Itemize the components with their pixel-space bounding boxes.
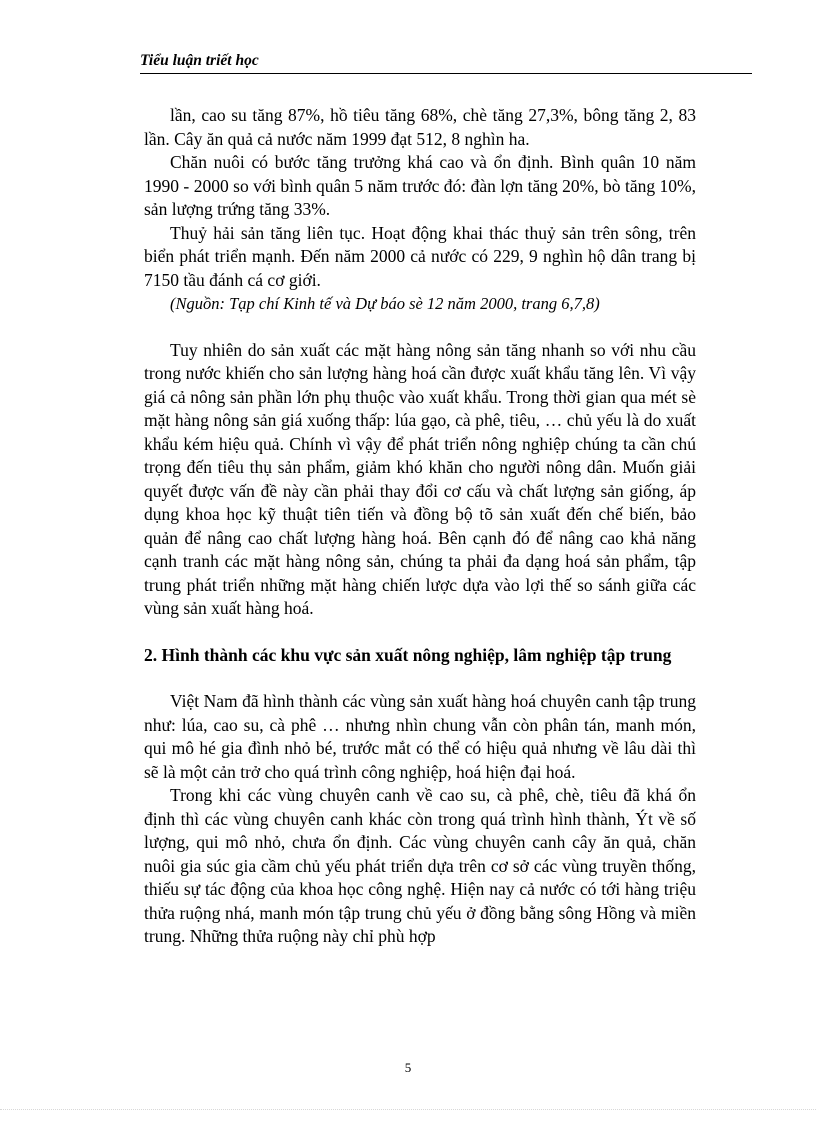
page-body [144,104,696,949]
paragraph-specialized-zones: Việt Nam đã hình thành các vùng sản xuất hàng hoá chuyên canh tập trung như: lúa, cao su, cà phê … nhưng nhìn chung vẫn còn phân tán, manh món, qui mô hé gia đình nhỏ bé, trước mắt có thể có hiệu quả nhưng về lâu dài thì sẽ là một cản trở cho quá trình công nghiệp, hoá hiện đại hoá. [144,691,696,782]
footer-divider [0,1109,816,1110]
paragraph-zone-status: Trong khi các vùng chuyên canh về cao su, cà phê, chè, tiêu đã khá ổn định thì các vùng chuyên canh khác còn trong quá trình hình thành, Ýt về số lượng, qui mô nhỏ, chưa ổn định. Các vùng chuyên canh cây ăn quả, chăn nuôi gia súc gia cầm chủ yếu phát triển dựa trên cơ sở các vùng truyền thống, thiếu sự tác động của khoa học công nghệ. Hiện nay cả nước có tới hàng triệu thửa ruộng nhá, manh món tập trung chủ yếu ở đồng bằng sông Hồng và miền trung. Những thửa ruộng này chỉ phù hợp [144,785,696,946]
paragraph-crop-growth: lần, cao su tăng 87%, hồ tiêu tăng 68%, chè tăng 27,3%, bông tăng 2, 83 lần. Cây ăn quả cả nước năm 1999 đạt 512, 8 nghìn ha. [144,105,696,149]
section-heading: 2. Hình thành các khu vực sản xuất nông nghiệp, lâm nghiệp tập trung [144,644,672,665]
page-number: 5 [404,1060,412,1075]
document-title: Tiểu luận triết học [140,52,259,69]
paragraph-export-dependence: Tuy nhiên do sản xuất các mặt hàng nông sản tăng nhanh so với nhu cầu trong nước khiến cho sản lượng hàng hoá cần được xuất khẩu tăng lên. Vì vậy giá cả nông sản phần lớn phụ thuộc vào xuất khẩu. Trong thời gian qua mét sè mặt hàng nông sản giá xuống thấp: lúa gạo, cà phê, tiêu, … chủ yếu là do xuất khẩu kém hiệu quả. Chính vì vậy để phát triển nông nghiệp chúng ta cần chú trọng đến tiêu thụ sản phẩm, giảm khó khăn cho người nông dân. Muốn giải quyết được vấn đề này cần phải thay đổi cơ cấu và chất lượng sản giống, áp dụng khoa học kỹ thuật tiên tiến và đồng bộ tõ sản xuất đến chế biến, bảo quản để nâng cao chất lượng hàng hoá. Bên cạnh đó để nâng cao khả năng cạnh tranh các mặt hàng nông sản, chúng ta phải đa dạng hoá sản phẩm, tập trung phát triển những mặt hàng chiến lược dựa vào lợi thế so sánh giữa các vùng sản xuất hàng hoá. [144,339,696,618]
paragraph-aquaculture: Thuỷ hải sản tăng liên tục. Hoạt động khai thác thuỷ sản trên sông, trên biển phát triển mạnh. Đến năm 2000 cả nước có 229, 9 nghìn hộ dân trang bị 7150 tầu đánh cá cơ giới. [144,222,696,290]
page-header [140,52,752,74]
paragraph-livestock: Chăn nuôi có bước tăng trưởng khá cao và ổn định. Bình quân 10 năm 1990 - 2000 so với bình quân 5 năm trước đó: đàn lợn tăng 20%, bò tăng 10%, sản lượng trứng tăng 33%. [144,152,696,219]
source-citation: (Nguồn: Tạp chí Kinh tế và Dự báo sè 12 năm 2000, trang 6,7,8) [170,294,600,313]
